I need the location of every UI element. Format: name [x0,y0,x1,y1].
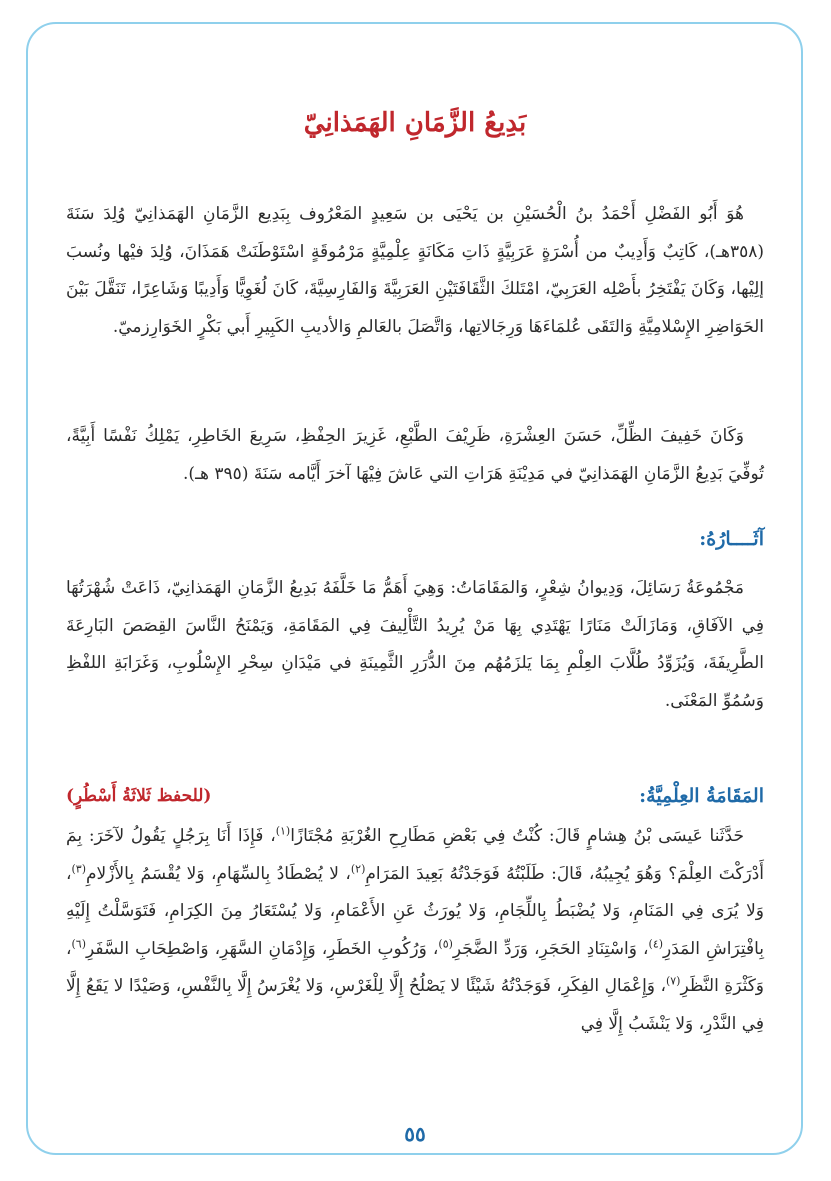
maqama-text-2: ، فَإِذَا أَنَا بِرَجُلٍ يَقُولُ لآخَرَ: بِمَ أَدْرَكْتَ العِلْمَ؟ وَهُوَ يُجِيبُهُ، قَالَ: طَلَبْتُهُ فَوَجَدْتُهُ بَعِيدَ المَرَامِ [66,826,765,884]
maqama-text-4: ، وَلا يُرَى فِي المَنَامِ، وَلا يُضْبَطُ بِاللِّجَامِ، وَلا يُورَثُ عَنِ الأَعْمَامِ، وَلا يُسْتَعَارُ مِنَ الكِرَامِ، فَتَوَسَّلْتُ إِلَيْهِ بِافْتِرَاشِ المَدَرِ [66,863,764,959]
maqama-heading: المَقَامَةُ العِلْمِيَّةُ: [639,785,764,807]
maqama-text-5: ، وَاسْتِنَادِ الحَجَرِ، وَرَدِّ الضَّجَرِ [452,938,649,959]
footnote-ref-3: (٣) [71,861,87,875]
biography-paragraph-1: هُوَ أَبُو الفَضْلِ أَحْمَدُ بنُ الْحُسَيْنِ بن يَحْيَى بن سَعِيدٍ المَعْرُوف بِبَدِيع الزَّمَانِ الهَمَذانِيّ وُلِدَ سَنَةَ (٣٥٨هـ)، كَاتِبٌ وَأَدِيبٌ من أُسْرَةٍ عَرَبِيَّةٍ ذَاتِ مَكَانَةٍ عِلْمِيَّةٍ مَرْمُوقَةٍ اسْتَوْطَنَتْ هَمَذَانَ، وُلِدَ فيْها ونُسبَ إلِيْها، وَكَانَ يَفْتَخِرُ بأَصْلِه العَرَبِيّ، امْتَلكَ الثَّقَافَتَيْنِ العَرَبِيَّةَ وَالفَارِسِيَّةَ، كَانَ لُغَوِيًّا وَأَدِيبًا وَشَاعِرًا، تَنَقَّلَ بَيْنَ الحَوَاضِرِ الإِسْلامِيَّةِ وَالتَقَى عُلمَاءَهَا وَرِجَالاتِها، وَاتَّصَلَ بالعَالمِ وَالأديبِ الكَبِيرِ أَبي بَكْرٍ الخَوَارِزميّ. [66,204,764,337]
memorize-note: (للحفظ ثَلاثَةُ أَسْطُرٍ) [66,786,212,806]
footnote-ref-2: (٢) [350,861,366,875]
page-number: ٥٥ [404,1122,426,1146]
footnote-ref-5: (٥) [438,936,453,950]
footnote-ref-1: (١) [275,824,291,838]
maqama-text-6: ، وَرُكُوبِ الخَطَرِ، وَإِدْمَانِ السَّهَرِ، وَاصْطِحَابِ السَّفَرِ [86,938,439,959]
biography-paragraph-2: وَكَانَ خَفِيفَ الظِّلِّ، حَسَنَ العِشْرَةِ، ظَرِيْفَ الطَّبْعِ، غَزِيرَ الحِفْظِ، سَرِيعَ الخَاطِرِ، يَمْلِكُ نَفْسًا أَبِيَّةً، تُوفِّيَ بَدِيعُ الزَّمَانِ الهَمَذانِيّ في مَدِيْنَةِ هَرَاتِ التي عَاشَ فِيْهَا آخرَ أَيَّامه سَنَةَ (٣٩٥ هـ). [66,426,764,484]
maqama-text-3: ، لا يُصْطَادُ بِالسِّهَامِ، وَلا يُقْسَمُ بِالأَزْلامِ [86,863,351,884]
maqama-text-1: حَدَّثَنا عَيسَى بْنُ هِشامٍ قَالَ: كُنْتُ فِي بَعْضِ مَطَارِحِ الغُرْبَةِ مُجْتَازًا [290,826,744,846]
works-heading: آثَــــارُهُ: [699,528,764,550]
page-title: بَدِيعُ الزَّمَانِ الهَمَذانِيّ [303,108,527,138]
maqama-text-7: ، وَكَثْرَةِ النَّظَرِ [66,938,765,996]
maqama-text-8: ، وَإِعْمَالِ الفِكَرِ، فَوَجَدْتُهُ شَيْئًا لا يَصْلُحُ إِلَّا لِلْغَرْسِ، وَلا يُغْرَسُ إِلَّا بِالنَّفْسِ، وَصَيْدًا لا يَقَعُ إِلَّا فِي النَّدْرِ، وَلا يَنْشَبُ إِلَّا فِي [66,976,764,1034]
footnote-ref-4: (٤) [648,936,664,950]
footnote-ref-7: (٧) [665,974,681,988]
works-paragraph: مَجْمُوعَةُ رَسَائِلَ، وَدِيوانُ شِعْرٍ، وَالمَقَامَاتُ: وَهِيَ أَهَمُّ مَا خَلَّفَهُ بَدِيعُ الزَّمَانِ الهَمَذانِيّ، ذَاعَتْ شُهْرَتُهَا فِي الآفَاقِ، وَمَازَالَتْ مَنَارًا يَهْتَدِي بِهَا مَنْ يُرِيدُ التَّأْلِيفَ فِي المَقَامَةِ، وَيَمْنَحُ النَّاسَ القِصَصَ البَارِعَةَ الطَّرِيفَةَ، وَيُزَوِّدُ طُلَّابَ العِلْمِ بِمَا يَلزَمُهُم مِنَ الدُّرَرِ الثَّمِينَةِ في مَيْدَانِ سِحْرِ الإِسْلُوبِ، وَغَرَابَةِ اللفْظِ وَسُمُوِّ المَعْنَى. [66,578,764,711]
maqama-header [66,780,764,812]
footnote-ref-6: (٦) [71,936,87,950]
page-content [66,0,764,1181]
maqama-paragraph [66,818,764,1043]
